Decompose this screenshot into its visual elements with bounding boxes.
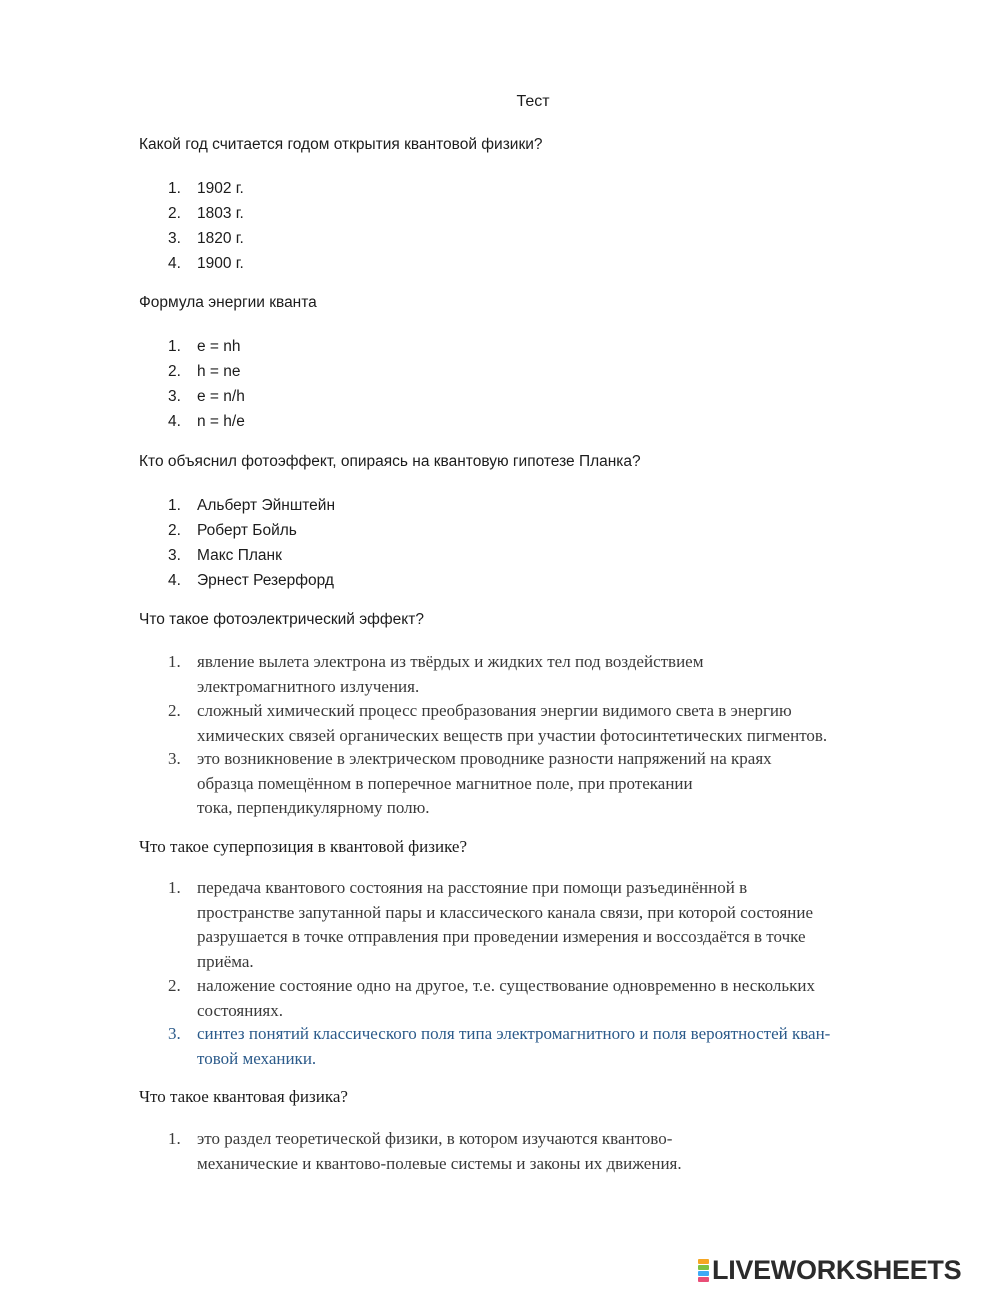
option-number: 4. (168, 413, 181, 430)
question-2-option-4 (168, 409, 928, 434)
option-text-line: сложный химический процесс преобразования энергии видимого света в энергию (197, 701, 792, 720)
page-title: Тест (516, 93, 550, 110)
question-3-option-3 (168, 543, 928, 568)
question-5-option-3 (168, 1022, 928, 1071)
question-4: Что такое фотоэлектрический эффект? (139, 611, 424, 628)
option-text-line: электромагнитного излучения. (197, 676, 420, 696)
option-text-line: наложение состояние одно на другое, т.е. существование одновременно в нескольких (197, 976, 816, 995)
option-text: 1902 г. (197, 180, 244, 197)
question-4-option-3 (168, 747, 928, 821)
option-text-line: состояниях. (197, 1000, 283, 1020)
option-number: 1. (168, 652, 181, 671)
option-text-line: синтез понятий классического поля типа электромагнитного и поля вероятностей кван- (197, 1024, 831, 1043)
option-text: Альберт Эйнштейн (197, 497, 336, 514)
option-text: e = n/h (197, 388, 245, 405)
option-number: 1. (168, 180, 181, 197)
question-2: Формула энергии кванта (139, 294, 317, 311)
logo-text: LIVEWORKSHEETS (712, 1254, 962, 1285)
option-number: 1. (168, 338, 181, 355)
question-3: Кто объяснил фотоэффект, опираясь на квантовую гипотезе Планка? (139, 453, 641, 470)
option-number: 3. (168, 547, 181, 564)
question-3-option-4 (168, 568, 928, 593)
option-text: 1820 г. (197, 230, 244, 247)
option-text: n = h/e (197, 413, 245, 430)
option-number: 1. (168, 1129, 181, 1148)
logo-icon-segment (698, 1265, 709, 1270)
option-number: 1. (168, 878, 181, 897)
liveworksheets-logo (698, 1255, 961, 1285)
question-6: Что такое квантовая физика? (139, 1087, 348, 1106)
question-2-option-1 (168, 334, 928, 359)
question-1-option-2 (168, 201, 928, 226)
question-4-option-2 (168, 699, 928, 748)
question-2-option-3 (168, 384, 928, 409)
question-1-option-4 (168, 251, 928, 276)
logo-icon-segment (698, 1271, 709, 1276)
option-text-line: это возникновение в электрическом проводнике разности напряжений на краях (197, 749, 772, 768)
option-number: 2. (168, 976, 181, 995)
option-text: Макс Планк (197, 547, 282, 564)
option-number: 2. (168, 205, 181, 222)
option-text-line: приёма. (197, 951, 254, 971)
option-number: 4. (168, 572, 181, 589)
question-1: Какой год считается годом открытия квантовой физики? (139, 136, 543, 153)
liveworksheets-logo-icon (698, 1258, 709, 1282)
option-number: 3. (168, 230, 181, 247)
option-text: Роберт Бойль (197, 522, 297, 539)
option-text-line: разрушается в точке отправления при проведении измерения и воссоздаётся в точке (197, 927, 806, 946)
option-text-line: явление вылета электрона из твёрдых и жидких тел под воздействием (197, 652, 704, 671)
logo-icon-segment (698, 1277, 709, 1282)
option-text: Эрнест Резерфорд (197, 572, 334, 589)
option-number: 4. (168, 255, 181, 272)
option-text: h = ne (197, 363, 241, 380)
option-text-line: пространстве запутанной пары и классического канала связи, при которой состояние (197, 902, 814, 922)
option-text-line: образца помещённом в поперечное магнитное поле, при протекании (197, 773, 693, 793)
option-number: 3. (168, 1024, 181, 1043)
question-1-option-1 (168, 176, 928, 201)
option-text-line: передача квантового состояния на расстояние при помощи разъединённой в (197, 878, 748, 897)
question-3-option-2 (168, 518, 928, 543)
option-text-line: товой механики. (197, 1048, 317, 1068)
option-text: 1900 г. (197, 255, 244, 272)
option-number: 3. (168, 749, 181, 768)
question-6-option-1 (168, 1127, 928, 1176)
option-text-line: химических связей органических веществ при участии фотосинтетических пигментов. (197, 725, 828, 745)
question-4-option-1 (168, 650, 928, 699)
option-text-line: механические и квантово-полевые системы и законы их движения. (197, 1153, 682, 1173)
question-5: Что такое суперпозиция в квантовой физике? (139, 837, 468, 856)
option-number: 2. (168, 522, 181, 539)
option-number: 2. (168, 701, 181, 720)
option-number: 1. (168, 497, 181, 514)
option-text-line: тока, перпендикулярному полю. (197, 798, 430, 817)
option-text: 1803 г. (197, 205, 244, 222)
question-3-option-1 (168, 493, 928, 518)
logo-icon-segment (698, 1259, 709, 1264)
question-5-option-2 (168, 974, 928, 1023)
option-number: 3. (168, 388, 181, 405)
question-2-option-2 (168, 359, 928, 384)
option-number: 2. (168, 363, 181, 380)
question-5-option-1 (168, 876, 928, 974)
option-text: e = nh (197, 338, 241, 355)
option-text-line: это раздел теоретической физики, в котором изучаются квантово- (197, 1129, 673, 1148)
question-1-option-3 (168, 226, 928, 251)
